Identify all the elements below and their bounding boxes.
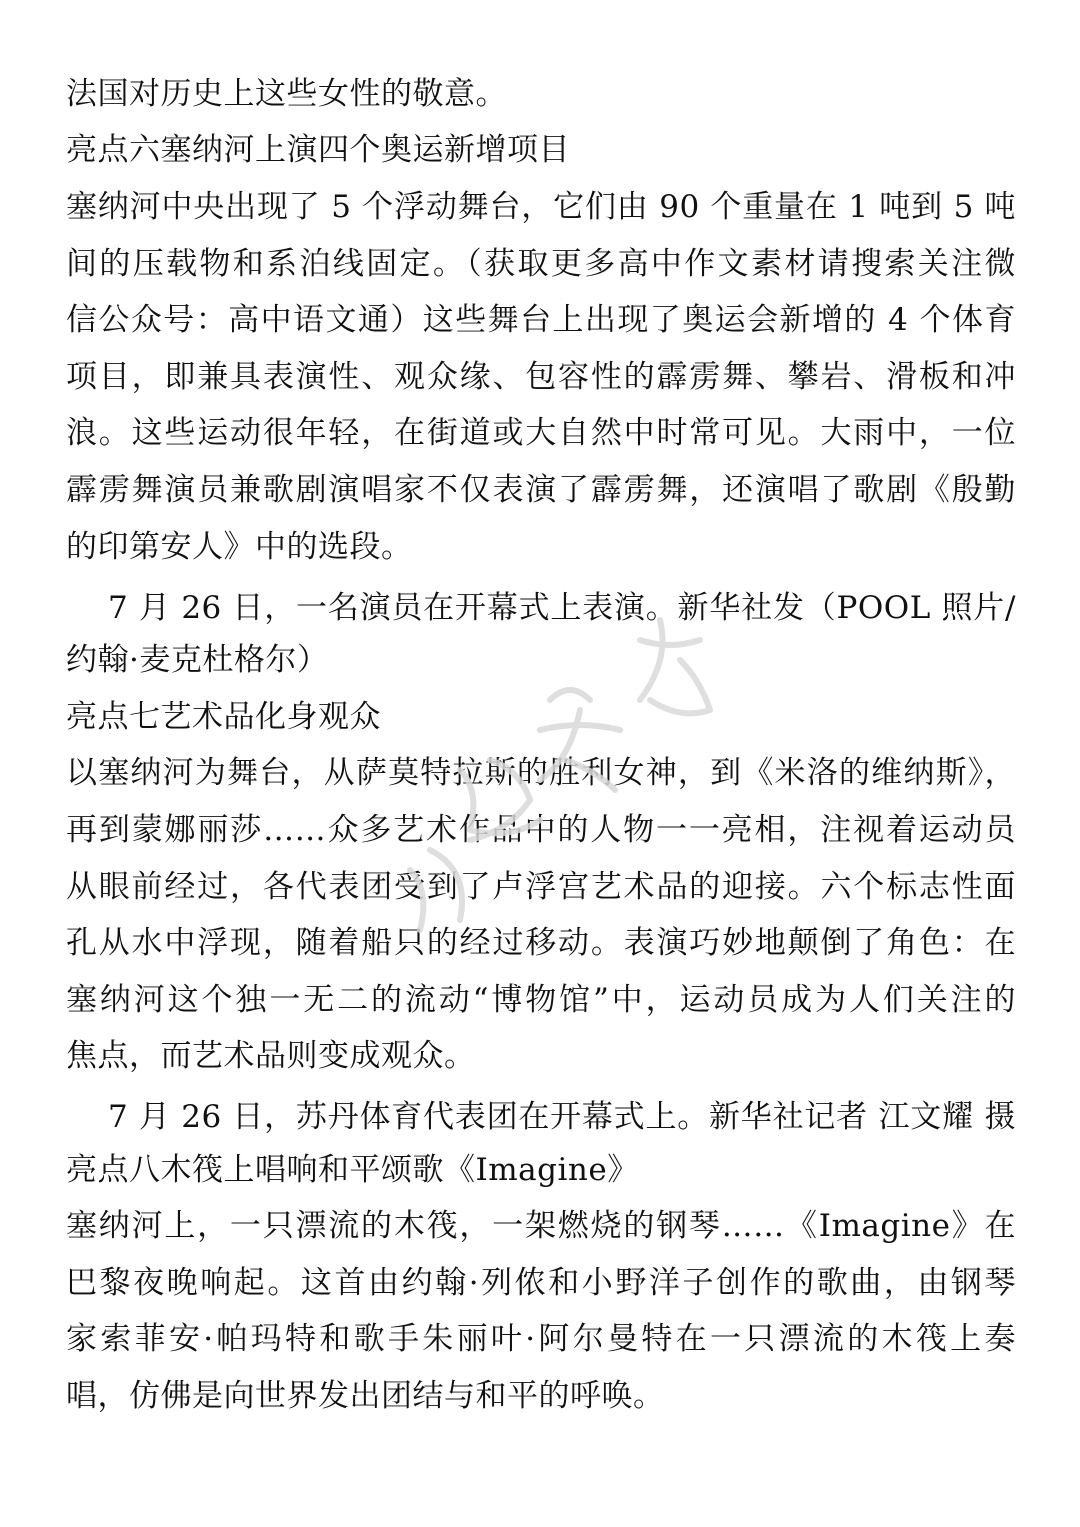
body-text-line: 塞纳河上，一只漂流的木筏，一架燃烧的钢琴……《Imagine》在 — [66, 1208, 1016, 1244]
body-text-line: 浪。这些运动很年轻，在街道或大自然中时常可见。大雨中，一位 — [66, 415, 1016, 451]
body-text-line: 唱，仿佛是向世界发出团结与和平的呼唤。 — [66, 1378, 665, 1414]
photo-caption: 7 月 26 日，一名演员在开幕式上表演。新华社发（POOL 照片/ — [108, 590, 1016, 626]
section-heading: 亮点六塞纳河上演四个奥运新增项目 — [66, 132, 570, 168]
body-text-line: 信公众号：高中语文通）这些舞台上出现了奥运会新增的 4 个体育 — [66, 302, 1016, 338]
body-text-line: 再到蒙娜丽莎……众多艺术作品中的人物一一亮相，注视着运动员 — [66, 812, 1016, 848]
photo-caption: 约翰·麦克杜格尔） — [66, 642, 329, 678]
body-text-line: 从眼前经过，各代表团受到了卢浮宫艺术品的迎接。六个标志性面 — [66, 869, 1016, 905]
body-text-line: 家索菲安·帕玛特和歌手朱丽叶·阿尔曼特在一只漂流的木筏上奏 — [66, 1321, 1016, 1357]
body-text-line: 间的压载物和系泊线固定。（获取更多高中作文素材请搜索关注微 — [66, 246, 1016, 282]
body-text-line: 法国对历史上这些女性的敬意。 — [66, 76, 507, 112]
section-heading: 亮点七艺术品化身观众 — [66, 699, 381, 735]
body-text-line: 塞纳河中央出现了 5 个浮动舞台，它们由 90 个重量在 1 吨到 5 吨 — [66, 189, 1016, 225]
section-heading: 亮点八木筏上唱响和平颂歌《Imagine》 — [66, 1152, 639, 1188]
body-text-line: 巴黎夜晚响起。这首由约翰·列侬和小野洋子创作的歌曲，由钢琴 — [66, 1265, 1016, 1301]
body-text-line: 的印第安人》中的选段。 — [66, 529, 413, 565]
body-text-line: 霹雳舞演员兼歌剧演唱家不仅表演了霹雳舞，还演唱了歌剧《殷勤 — [66, 472, 1016, 508]
photo-caption: 7 月 26 日，苏丹体育代表团在开幕式上。新华社记者 江文耀 摄 — [108, 1099, 1016, 1135]
body-text-line: 孔从水中浮现，随着船只的经过移动。表演巧妙地颠倒了角色：在 — [66, 925, 1016, 961]
body-text-line: 焦点，而艺术品则变成观众。 — [66, 1038, 476, 1074]
body-text-line: 以塞纳河为舞台，从萨莫特拉斯的胜利女神，到《米洛的维纳斯》， — [66, 755, 1016, 791]
body-text-line: 项目，即兼具表演性、观众缘、包容性的霹雳舞、攀岩、滑板和冲 — [66, 359, 1016, 395]
body-text-line: 塞纳河这个独一无二的流动“博物馆”中，运动员成为人们关注的 — [66, 982, 1016, 1018]
